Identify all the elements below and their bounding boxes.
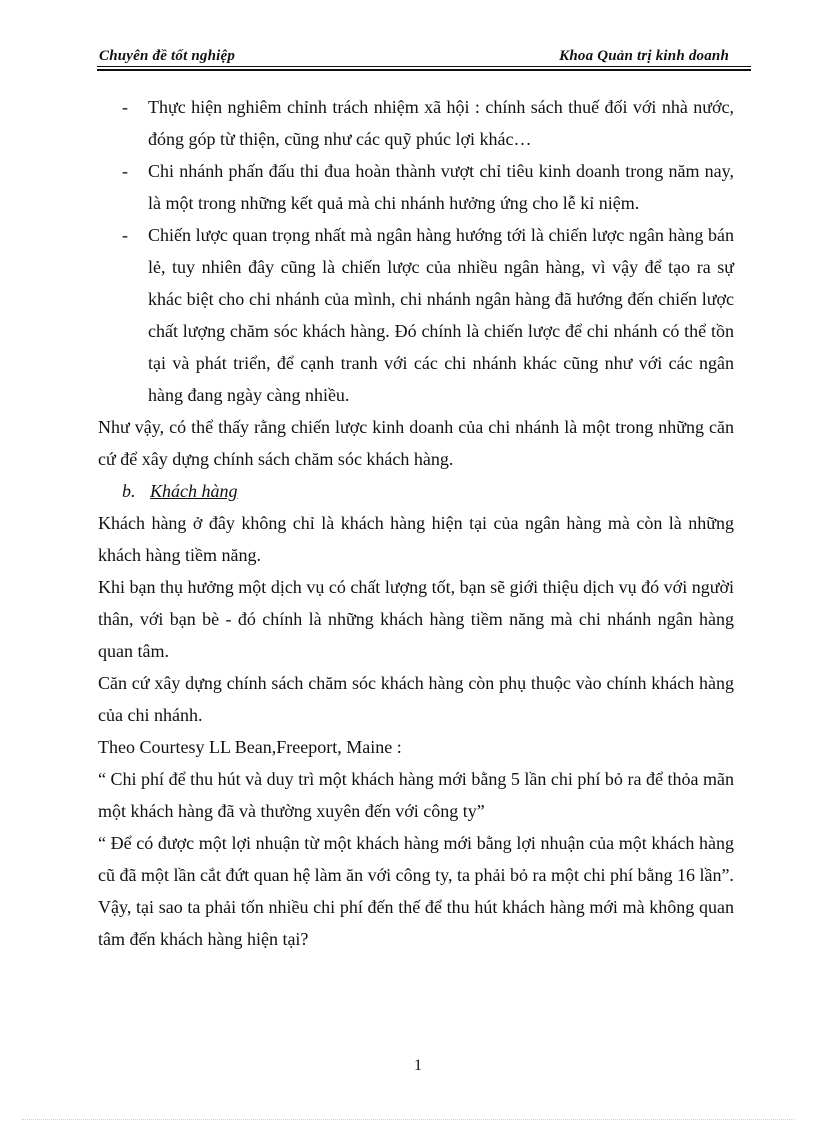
paragraph-policy-basis: Căn cứ xây dựng chính sách chăm sóc khách hàng còn phụ thuộc vào chính khách hàng của chi nhánh. xyxy=(98,673,734,725)
paragraph-potential-customers: Khách hàng ở đây không chỉ là khách hàng hiện tại của ngân hàng mà còn là những khách hàng tiềm năng. xyxy=(98,513,734,565)
paragraph-closing-question: Vậy, tại sao ta phải tốn nhiều chi phí đến thế để thu hút khách hàng mới mà không quan tâm đến khách hàng hiện tại? xyxy=(98,897,734,949)
paragraph-word-of-mouth: Khi bạn thụ hưởng một dịch vụ có chất lượng tốt, bạn sẽ giới thiệu dịch vụ đó với người thân, với bạn bè - đó chính là những khách hàng tiềm năng mà chi nhánh ngân hàng quan tâm. xyxy=(98,577,734,661)
header-rule-thick xyxy=(97,69,751,71)
page-bottom-edge xyxy=(22,1119,794,1120)
bullet-item-business-target xyxy=(98,155,734,219)
page-header xyxy=(97,47,751,69)
bullet-dash: - xyxy=(122,225,128,245)
header-faculty-name: Khoa Quản trị kinh doanh xyxy=(559,48,729,64)
quote-acquisition-cost: “ Chi phí để thu hút và duy trì một khách hàng mới bằng 5 lần chi phí bỏ ra để thỏa mãn một khách hàng đã và thường xuyên đến với công ty” xyxy=(98,769,734,821)
page-number: 1 xyxy=(414,1057,422,1074)
header-thesis-title: Chuyên đề tốt nghiệp xyxy=(99,48,236,64)
bullet-text: Chi nhánh phấn đấu thi đua hoàn thành vượt chỉ tiêu kinh doanh trong năm nay, là một trong những kết quả mà chi nhánh hưởng ứng cho lễ kỉ niệm. xyxy=(148,161,734,213)
bullet-text: Chiến lược quan trọng nhất mà ngân hàng hướng tới là chiến lược ngân hàng bán lẻ, tuy nhiên đây cũng là chiến lược của nhiều ngân hàng, vì vậy để tạo ra sự khác biệt cho chi nhánh của mình, chi nhánh ngân hàng đã hướng đến chiến lược chất lượng chăm sóc khách hàng. Đó chính là chiến lược để chi nhánh có thể tồn tại và phát triển, để cạnh tranh với các chi nhánh khác cũng như với các ngân hàng đang ngày càng nhiều. xyxy=(148,225,734,405)
bullet-item-social-responsibility xyxy=(98,91,734,155)
summary-paragraph: Như vậy, có thể thấy rằng chiến lược kinh doanh của chi nhánh là một trong những căn cứ để xây dựng chính sách chăm sóc khách hàng. xyxy=(98,417,734,469)
section-title: Khách hàng xyxy=(150,481,238,501)
quote-profit-cost: “ Để có được một lợi nhuận từ một khách hàng mới bằng lợi nhuận của một khách hàng cũ đã một lần cắt đứt quan hệ làm ăn với công ty, ta phải bỏ ra một chi phí bằng 16 lần”. xyxy=(98,833,734,885)
bullet-item-retail-strategy xyxy=(98,219,734,411)
bullet-dash: - xyxy=(122,161,128,181)
document-body xyxy=(98,91,734,955)
header-rule-thin xyxy=(97,66,751,67)
bullet-dash: - xyxy=(122,97,128,117)
bullet-text: Thực hiện nghiêm chỉnh trách nhiệm xã hội : chính sách thuế đối với nhà nước, đóng góp từ thiện, cũng như các quỹ phúc lợi khác… xyxy=(148,97,734,149)
section-letter: b. xyxy=(122,481,136,501)
paragraph-source-citation: Theo Courtesy LL Bean,Freeport, Maine : xyxy=(98,737,402,757)
section-heading-customers xyxy=(98,475,734,507)
